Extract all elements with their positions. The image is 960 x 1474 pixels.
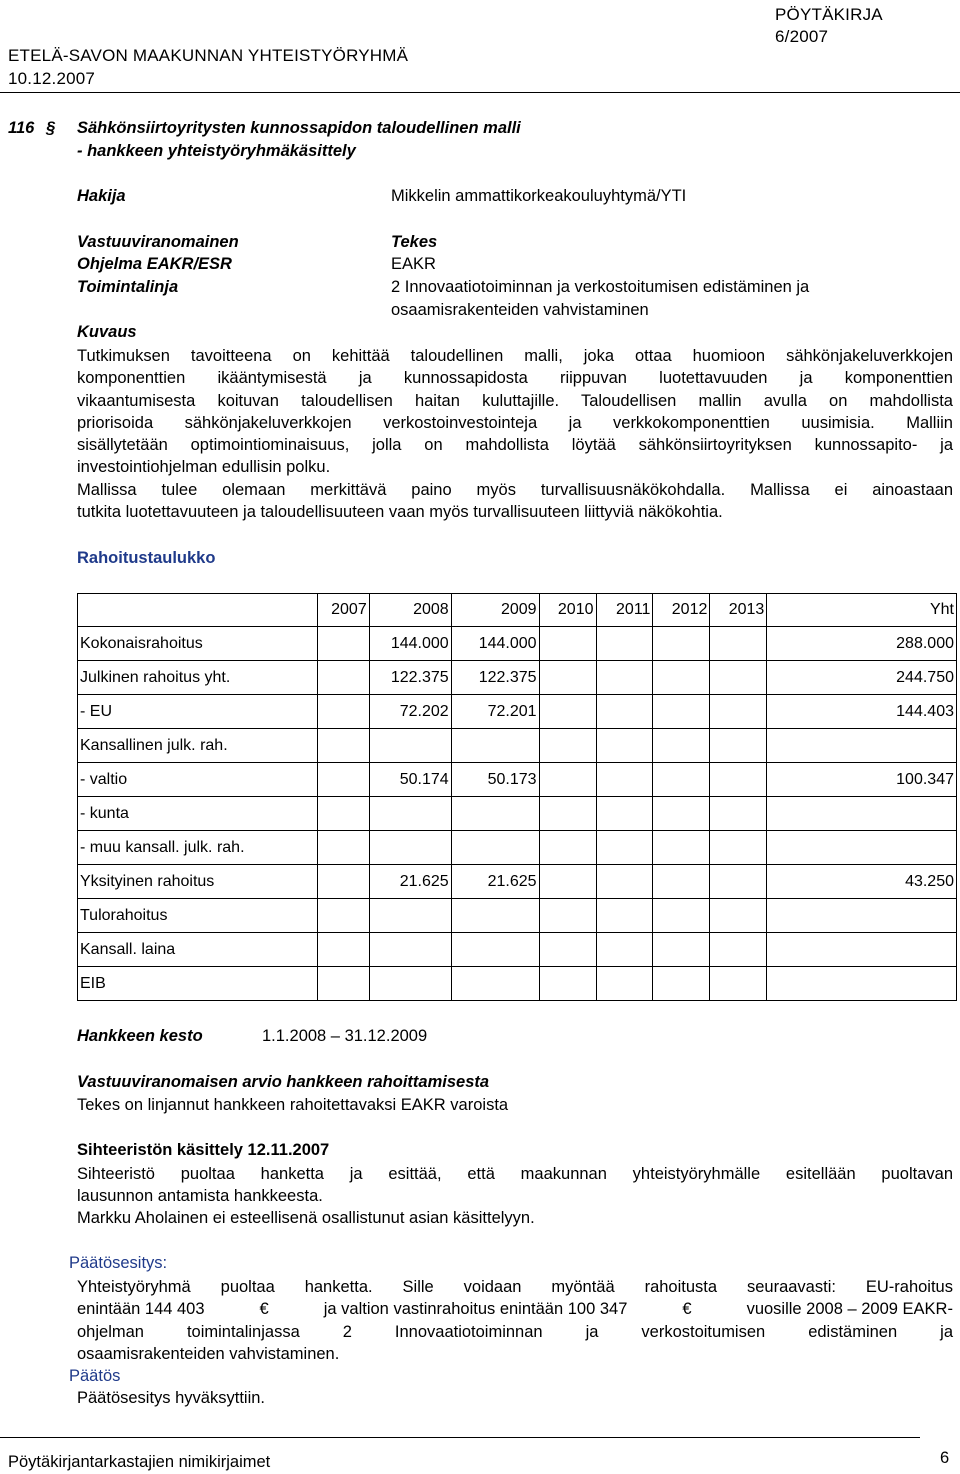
table-cell [596,763,653,797]
table-cell [710,899,767,933]
table-row [78,797,957,831]
table-cell [539,831,596,865]
table-cell [317,729,369,763]
table-cell [596,831,653,865]
table-row [78,967,957,1001]
table-cell [539,729,596,763]
table-cell [369,967,451,1001]
table-cell: 21.625 [369,865,451,899]
table-row [78,899,957,933]
assessment-text: Tekes on linjannut hankkeen rahoitettavaksi EAKR varoista [77,1096,509,1114]
table-cell [317,831,369,865]
table-cell: 144.000 [369,627,451,661]
table-row-label: - kunta [78,797,318,831]
table-cell [710,933,767,967]
table-cell [653,899,710,933]
table-row-label: EIB [78,967,318,1001]
table-cell [369,933,451,967]
table-row-label: Kansallinen julk. rah. [78,729,318,763]
table-row [78,661,957,695]
table-cell: 2012 [653,594,710,627]
table-cell [710,967,767,1001]
table-cell [317,661,369,695]
table-cell: 2009 [451,594,539,627]
table-cell [539,899,596,933]
footer-label: Pöytäkirjantarkastajien nimikirjaimet [8,1453,271,1471]
table-row-label [78,594,318,627]
table-cell: 122.375 [369,661,451,695]
table-cell [539,661,596,695]
kuvaus-label: Kuvaus [77,323,137,341]
table-cell [369,899,451,933]
euro-icon: € [682,1300,692,1319]
table-cell [369,729,451,763]
table-cell [710,865,767,899]
table-cell [710,831,767,865]
table-cell [653,831,710,865]
section-sign: § [46,119,56,137]
proposal-amount-eu: enintään 144 403 [77,1300,205,1319]
table-row-label: Tulorahoitus [78,899,318,933]
table-row [78,729,957,763]
table-cell [451,933,539,967]
table-cell [539,967,596,1001]
table-cell [596,865,653,899]
hakija-value: Mikkelin ammattikorkeakouluyhtymä/YTI [391,187,687,205]
table-cell [596,695,653,729]
table-cell: 2010 [539,594,596,627]
table-cell [596,797,653,831]
vastuu-value: Tekes [391,233,438,251]
table-cell: 100.347 [767,763,957,797]
table-cell [653,661,710,695]
table-cell [710,661,767,695]
doc-number: 6/2007 [775,27,829,46]
description-line: investointiohjelman edullisin polku. [77,458,331,477]
description [77,345,953,523]
table-cell [653,763,710,797]
table-cell [317,865,369,899]
table-cell: 72.202 [369,695,451,729]
decision-text: Päätösesitys hyväksyttiin. [77,1389,265,1407]
ohjelma-label: Ohjelma EAKR/ESR [77,255,232,273]
table-row [78,865,957,899]
table-cell [317,967,369,1001]
description-line: Mallissa tulee olemaan merkittävä paino myös turvallisuusnäkökohdalla. Mallissa ei ainoastaan [77,480,953,499]
table-cell [767,967,957,1001]
euro-icon: € [259,1300,269,1319]
table-cell [653,729,710,763]
proposal-amount-state: ja valtion vastinrahoitus enintään 100 347 [323,1300,628,1319]
proposal-heading: Päätösesitys: [69,1254,168,1272]
table-cell [596,933,653,967]
table-cell [317,797,369,831]
toimintalinja-label: Toimintalinja [77,278,179,296]
table-cell [710,729,767,763]
table-row-label: Kokonaisrahoitus [78,627,318,661]
table-cell: 50.174 [369,763,451,797]
toimintalinja-value-1: 2 Innovaatiotoiminnan ja verkostoitumisen edistäminen ja [391,278,810,296]
table-row-label: - muu kansall. julk. rah. [78,831,318,865]
table-cell [653,797,710,831]
proposal-text [77,1276,953,1365]
secretariat-text [77,1163,953,1208]
secretariat-line: lausunnon antamista hankkeesta. [77,1187,323,1206]
table-row [78,831,957,865]
table-cell: 244.750 [767,661,957,695]
table-cell [451,899,539,933]
table-cell: 288.000 [767,627,957,661]
table-cell [767,729,957,763]
proposal-line: ohjelman toimintalinjassa 2 Innovaatiotoiminnan ja verkostoitumisen edistäminen ja [77,1322,953,1341]
description-line: komponenttien ikääntymisestä ja kunnossapidosta riippuvan luotettavuuden ja komponenttien [77,369,953,388]
table-cell [596,899,653,933]
description-line: tutkita luotettavuuteen ja taloudellisuuteen vaan myös turvallisuuteen liittyviä näkökohtia. [77,503,723,522]
table-cell [451,797,539,831]
table-cell: 144.000 [451,627,539,661]
table-cell [539,865,596,899]
decision-heading: Päätös [69,1367,121,1385]
table-cell [653,627,710,661]
table-cell [369,831,451,865]
vastuu-label: Vastuuviranomainen [77,233,239,251]
table-row-label: - EU [78,695,318,729]
table-cell [539,933,596,967]
table-cell: 50.173 [451,763,539,797]
secretariat-heading: Sihteeristön käsittely 12.11.2007 [77,1141,330,1159]
table-cell [317,763,369,797]
table-cell [653,865,710,899]
table-cell [596,729,653,763]
table-cell [596,661,653,695]
toimintalinja-value-2: osaamisrakenteiden vahvistaminen [391,301,649,319]
table-row [78,763,957,797]
page-number: 6 [940,1449,950,1467]
table-cell: 2008 [369,594,451,627]
item-subtitle: - hankkeen yhteistyöryhmäkäsittely [77,142,356,160]
table-cell: 122.375 [451,661,539,695]
table-cell [369,797,451,831]
table-row [78,695,957,729]
description-line: vikaantumisesta koituvan taloudellisen haitan kuluttajille. Taloudellisen mallin avulla on mahdollista [77,391,953,410]
item-number: 116 [8,119,35,137]
table-cell: Yht [767,594,957,627]
table-cell [653,695,710,729]
table-cell [767,831,957,865]
table-cell [596,627,653,661]
duration-label: Hankkeen kesto [77,1027,203,1045]
table-cell [451,729,539,763]
item-title: Sähkönsiirtoyritysten kunnossapidon taloudellinen malli [77,119,521,137]
table-row-label: Julkinen rahoitus yht. [78,661,318,695]
table-cell [539,627,596,661]
table-cell: 2013 [710,594,767,627]
table-cell [710,627,767,661]
table-cell [710,695,767,729]
table-cell [653,967,710,1001]
table-cell [317,899,369,933]
table-row-label: - valtio [78,763,318,797]
ohjelma-value: EAKR [391,255,436,273]
table-header-row [78,594,957,627]
description-line: Tutkimuksen tavoitteena on kehittää taloudellinen malli, joka ottaa huomioon sähkönjakeluverkkojen [77,347,953,365]
table-cell [539,695,596,729]
table-cell [451,967,539,1001]
table-cell: 2011 [596,594,653,627]
funding-table-heading: Rahoitustaulukko [77,549,216,567]
table-cell [710,763,767,797]
description-line: sisällytetään optimointiominaisuus, jolla on mahdollista löytää sähkönsiirtoyrityksen kunnossapito- ja [77,436,953,455]
table-cell [317,695,369,729]
table-cell: 2007 [317,594,369,627]
table-row [78,933,957,967]
meeting-date: 10.12.2007 [8,69,96,88]
funding-table [77,593,957,1001]
header-rule [0,92,960,93]
proposal-line: osaamisrakenteiden vahvistaminen. [77,1344,340,1363]
table-row-label: Yksityinen rahoitus [78,865,318,899]
table-cell [539,797,596,831]
org-name: ETELÄ-SAVON MAAKUNNAN YHTEISTYÖRYHMÄ [8,46,409,65]
table-cell [653,933,710,967]
doc-type: PÖYTÄKIRJA [775,5,883,24]
table-cell [596,967,653,1001]
table-cell: 21.625 [451,865,539,899]
duration-value: 1.1.2008 – 31.12.2009 [262,1027,428,1045]
secretariat-note: Markku Aholainen ei esteellisenä osallistunut asian käsittelyyn. [77,1209,535,1227]
table-cell: 43.250 [767,865,957,899]
table-row [78,627,957,661]
hakija-label: Hakija [77,187,126,205]
table-row-label: Kansall. laina [78,933,318,967]
table-cell [317,933,369,967]
assessment-heading: Vastuuviranomaisen arvio hankkeen rahoittamisesta [77,1073,490,1091]
table-cell [767,797,957,831]
table-cell [710,797,767,831]
secretariat-line: Sihteeristö puoltaa hanketta ja esittää, että maakunnan yhteistyöryhmälle esitellään puoltavan [77,1165,953,1183]
proposal-line [77,1298,953,1320]
proposal-years: vuosille 2008 – 2009 EAKR- [746,1300,953,1319]
table-cell: 72.201 [451,695,539,729]
table-cell [317,627,369,661]
proposal-line: Yhteistyöryhmä puoltaa hanketta. Sille voidaan myöntää rahoitusta seuraavasti: EU-rahoitus [77,1278,953,1296]
table-cell [767,933,957,967]
table-cell [539,763,596,797]
table-cell [451,831,539,865]
table-cell: 144.403 [767,695,957,729]
footer-rule [0,1437,920,1438]
table-cell [767,899,957,933]
description-line: priorisoida sähkönjakeluverkkojen verkostoinvestointeja ja verkkokomponenttien uusimisia. Malliin [77,413,953,432]
